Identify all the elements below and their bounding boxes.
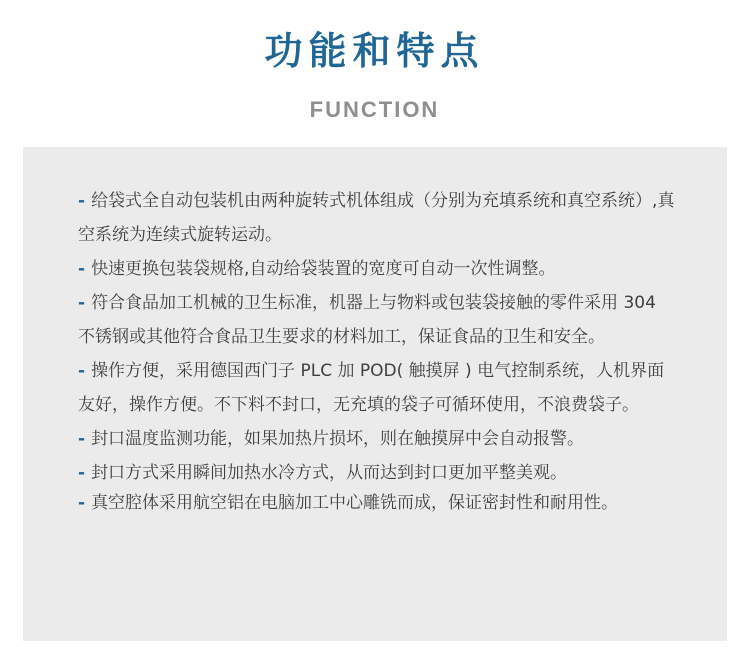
feature-text: 封口方式采用瞬间加热水冷方式，从而达到封口更加平整美观。: [91, 463, 568, 483]
bullet-marker: -: [78, 429, 86, 449]
feature-text: 操作方便，采用德国西门子 PLC 加 POD( 触摸屏 ) 电气控制系统，人机界面友好，操作方便。不下料不封口，无充填的袋子可循环使用，不浪费袋子。: [78, 361, 665, 415]
bullet-marker: -: [78, 293, 86, 313]
bullet-marker: -: [78, 493, 86, 513]
feature-text: 封口温度监测功能，如果加热片损坏，则在触摸屏中会自动报警。: [91, 429, 585, 449]
feature-item-5: [78, 422, 678, 456]
feature-item-6: [78, 456, 678, 490]
feature-item-1: [78, 184, 678, 252]
feature-text: 快速更换包装袋规格,自动给袋装置的宽度可自动一次性调整。: [91, 259, 556, 279]
feature-text: 给袋式全自动包装机由两种旋转式机体组成（分别为充填系统和真空系统）,真空系统为连续式旋转运动。: [78, 191, 675, 245]
bullet-marker: -: [78, 259, 86, 279]
feature-item-2: [78, 252, 678, 286]
page-title: 功能和特点: [264, 29, 485, 73]
feature-item-7: [78, 486, 678, 520]
bullet-marker: -: [78, 463, 86, 483]
feature-item-4: [78, 354, 678, 422]
features-panel: [23, 147, 727, 641]
feature-text: 真空腔体采用航空铝在电脑加工中心雕铣而成，保证密封性和耐用性。: [91, 493, 619, 513]
bullet-marker: -: [78, 361, 86, 381]
feature-list: [78, 184, 678, 520]
page-subtitle: FUNCTION: [309, 97, 440, 122]
bullet-marker: -: [78, 191, 86, 211]
feature-item-3: [78, 286, 678, 354]
feature-text: 符合食品加工机械的卫生标准，机器上与物料或包装袋接触的零件采用 304 不锈钢或其他符合食品卫生要求的材料加工，保证食品的卫生和安全。: [78, 293, 656, 347]
